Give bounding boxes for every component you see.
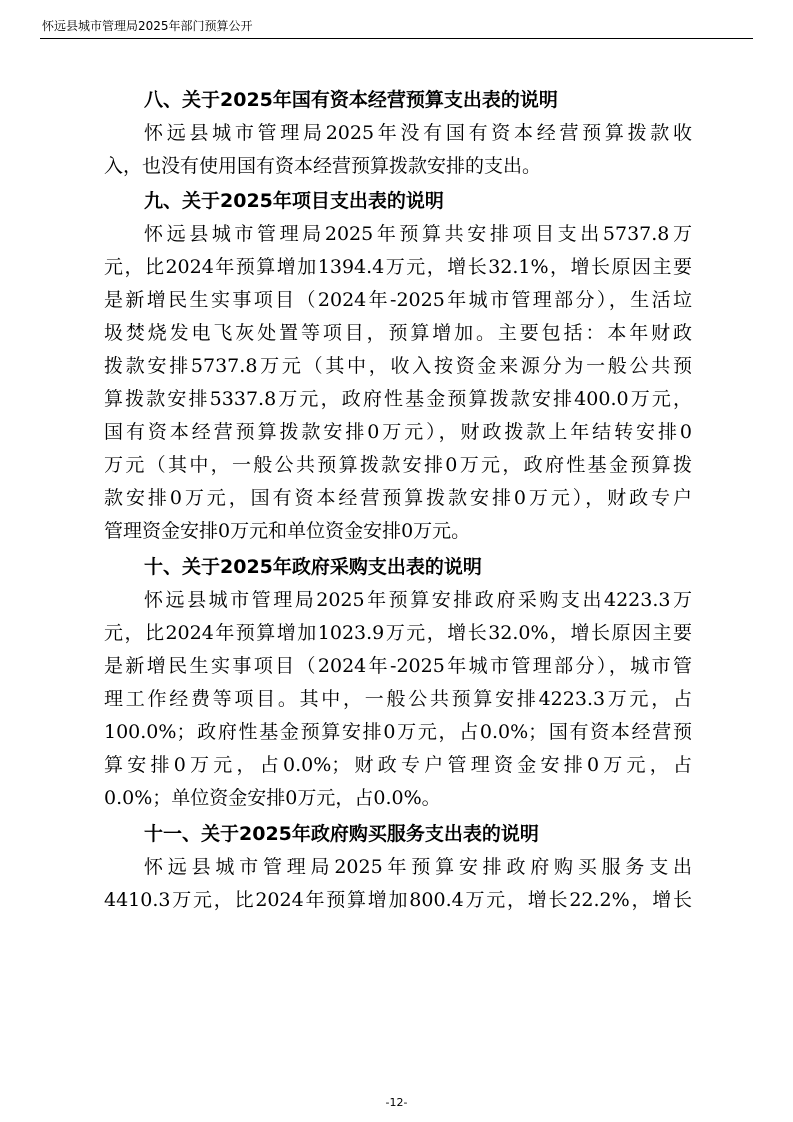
paragraph-line: 是新增民生实事项目（2024年-2025年城市管理部分），生活垃 — [104, 289, 692, 311]
paragraph-line: 管理资金安排0万元和单位资金安排0万元。 — [104, 520, 471, 542]
section-heading: 十一、关于2025年政府购买服务支出表的说明 — [144, 823, 539, 845]
paragraph-line: 怀远县城市管理局2025年预算安排政府购买服务支出 — [144, 856, 692, 878]
header-divider — [40, 38, 753, 39]
section-heading: 八、关于2025年国有资本经营预算支出表的说明 — [144, 89, 558, 111]
paragraph-line: 理工作经费等项目。其中，一般公共预算安排4223.3万元，占 — [104, 688, 692, 710]
paragraph-line: 拨款安排5737.8万元（其中，收入按资金来源分为一般公共预 — [104, 355, 692, 377]
paragraph-line: 万元（其中，一般公共预算拨款安排0万元，政府性基金预算拨 — [104, 454, 692, 476]
section-government-procurement — [104, 551, 692, 815]
paragraph-line: 算拨款安排5337.8万元，政府性基金预算拨款安排400.0万元， — [104, 388, 692, 410]
running-header: 怀远县城市管理局2025年部门预算公开 — [42, 19, 253, 33]
paragraph — [104, 851, 692, 917]
paragraph-line: 款安排0万元，国有资本经营预算拨款安排0万元），财政专户 — [104, 487, 692, 509]
section-project-expenditure — [104, 185, 692, 548]
section-government-purchased-services — [104, 818, 692, 917]
paragraph-line: 元，比2024年预算增加1394.4万元，增长32.1%，增长原因主要 — [104, 256, 692, 278]
section-state-capital-budget — [104, 84, 692, 183]
paragraph-line: 0.0%；单位资金安排0万元，占0.0%。 — [104, 787, 441, 809]
page-number: -12- — [385, 1096, 408, 1109]
section-heading: 九、关于2025年项目支出表的说明 — [144, 190, 444, 212]
paragraph — [104, 117, 692, 183]
paragraph-line: 是新增民生实事项目（2024年-2025年城市管理部分），城市管 — [104, 655, 692, 677]
paragraph-line: 国有资本经营预算拨款安排0万元），财政拨款上年结转安排0 — [104, 421, 692, 443]
paragraph-line: 元，比2024年预算增加1023.9万元，增长32.0%，增长原因主要 — [104, 622, 692, 644]
paragraph-line: 入，也没有使用国有资本经营预算拨款安排的支出。 — [104, 155, 542, 177]
paragraph-line: 4410.3万元，比2024年预算增加800.4万元，增长22.2%，增长 — [104, 889, 692, 911]
paragraph-line: 圾焚烧发电飞灰处置等项目，预算增加。主要包括：本年财政 — [104, 322, 692, 344]
document-body — [104, 84, 692, 917]
paragraph-line: 怀远县城市管理局2025年预算安排政府采购支出4223.3万 — [144, 589, 692, 611]
paragraph-line: 怀远县城市管理局2025年预算共安排项目支出5737.8万 — [144, 223, 692, 245]
section-heading: 十、关于2025年政府采购支出表的说明 — [144, 556, 482, 578]
paragraph-line: 怀远县城市管理局2025年没有国有资本经营预算拨款收 — [144, 122, 692, 144]
paragraph — [104, 218, 692, 548]
paragraph-line: 算安排0万元，占0.0%；财政专户管理资金安排0万元，占 — [104, 754, 692, 776]
paragraph-line: 100.0%；政府性基金预算安排0万元，占0.0%；国有资本经营预 — [104, 721, 692, 743]
paragraph — [104, 584, 692, 815]
